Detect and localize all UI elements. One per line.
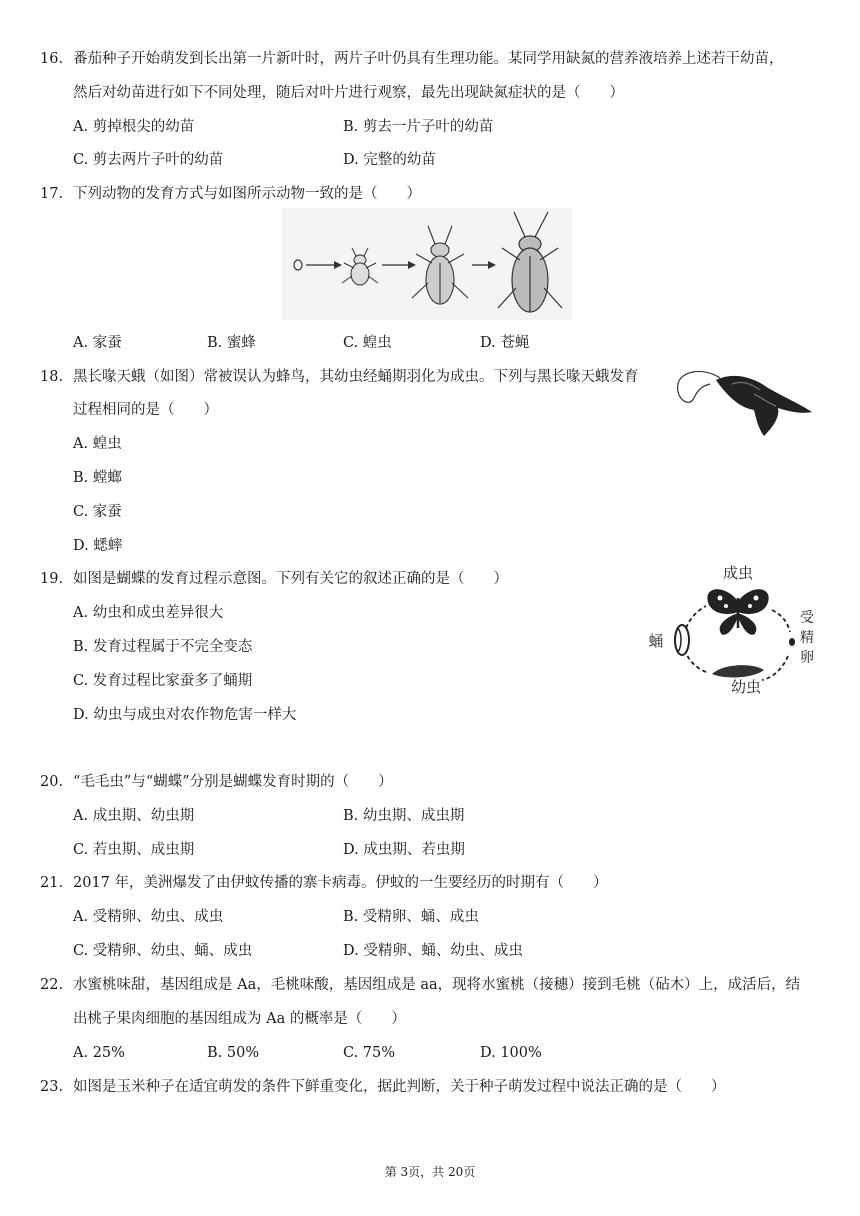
- option-d: D. 蟋蟀: [73, 538, 123, 554]
- option-b: B. 螳螂: [73, 470, 122, 486]
- pupa-icon: [675, 625, 689, 655]
- svg-text:受: 受: [800, 610, 814, 626]
- larva-icon: [712, 665, 764, 677]
- question-number: 16.: [40, 51, 64, 67]
- option-d: D. 成虫期、若虫期: [343, 842, 465, 858]
- question-number: 18.: [40, 369, 64, 385]
- option-a: A. 受精卵、幼虫、成虫: [73, 909, 224, 925]
- question-text: 如图是玉米种子在适宜萌发的条件下鲜重变化，据此判断，关于种子萌发过程中说法正确的是（ ）: [73, 1079, 726, 1095]
- question-text: 番茄种子开始萌发到长出第一片新叶时，两片子叶仍具有生理功能。某同学用缺氮的营养液培养上述若干幼苗，: [73, 51, 784, 67]
- hawk-moth-figure: [672, 358, 822, 440]
- page-footer: 第 3页，共 20页: [384, 1165, 476, 1179]
- svg-text:精: 精: [800, 630, 814, 646]
- option-b: B. 发育过程属于不完全变态: [73, 639, 253, 655]
- butterfly-lifecycle-figure: [642, 560, 822, 696]
- question-number: 19.: [40, 571, 64, 587]
- option-b: B. 剪去一片子叶的幼苗: [343, 119, 494, 135]
- question-number: 21.: [40, 875, 64, 891]
- option-a: A. 幼虫和成虫差异很大: [73, 605, 224, 621]
- question-number: 23.: [40, 1079, 64, 1095]
- question-text: 下列动物的发育方式与如图所示动物一致的是（ ）: [73, 186, 421, 202]
- label-larva: 幼虫: [730, 678, 762, 696]
- question-number: 20.: [40, 774, 64, 790]
- butterfly-icon: [708, 590, 768, 635]
- label-pupa: 蛹: [648, 632, 664, 650]
- question-number: 17.: [40, 186, 64, 202]
- insect-development-figure: [282, 208, 572, 320]
- option-b: B. 50%: [207, 1045, 260, 1061]
- option-d: D. 幼虫与成虫对农作物危害一样大: [73, 707, 297, 723]
- option-d: D. 100%: [480, 1045, 542, 1061]
- option-c: C. 剪去两片子叶的幼苗: [73, 152, 224, 168]
- question-text: 2017 年，美洲爆发了由伊蚊传播的寨卡病毒。伊蚊的一生要经历的时期有（ ）: [73, 875, 608, 891]
- option-c: C. 蝗虫: [343, 335, 392, 351]
- question-text: 如图是蝴蝶的发育过程示意图。下列有关它的叙述正确的是（ ）: [73, 571, 508, 587]
- option-a: A. 成虫期、幼虫期: [73, 808, 195, 824]
- option-c: C. 发育过程比家蚕多了蛹期: [73, 673, 253, 689]
- option-c: C. 家蚕: [73, 504, 122, 520]
- svg-text:卵: 卵: [800, 650, 814, 666]
- question-text: 黑长喙天蛾（如图）常被误认为蜂鸟，其幼虫经蛹期羽化为成虫。下列与黑长喙天蛾发育: [73, 369, 639, 385]
- option-a: A. 剪掉根尖的幼苗: [73, 119, 195, 135]
- question-text: 出桃子果肉细胞的基因组成为 Aa 的概率是（ ）: [73, 1011, 406, 1027]
- question-text: 过程相同的是（ ）: [73, 402, 218, 418]
- option-c: C. 75%: [343, 1045, 396, 1061]
- option-d: D. 苍蝇: [480, 335, 530, 351]
- option-b: B. 蜜蜂: [207, 335, 256, 351]
- question-number: 22.: [40, 977, 64, 993]
- option-a: A. 25%: [73, 1045, 125, 1061]
- option-d: D. 完整的幼苗: [343, 152, 436, 168]
- option-a: A. 家蚕: [73, 335, 122, 351]
- option-c: C. 若虫期、成虫期: [73, 842, 195, 858]
- question-text: 水蜜桃味甜，基因组成是 Aa，毛桃味酸，基因组成是 aa，现将水蜜桃（接穗）接到毛桃（砧木）上，成活后，结: [73, 977, 801, 993]
- question-text: 然后对幼苗进行如下不同处理，随后对叶片进行观察，最先出现缺氮症状的是（ ）: [73, 85, 624, 101]
- option-b: B. 受精卵、蛹、成虫: [343, 909, 479, 925]
- question-text: “毛毛虫”与“蝴蝶”分别是蝴蝶发育时期的（ ）: [73, 774, 393, 790]
- egg-icon: [789, 638, 795, 646]
- label-adult: 成虫: [722, 564, 754, 582]
- option-c: C. 受精卵、幼虫、蛹、成虫: [73, 943, 253, 959]
- option-b: B. 幼虫期、成虫期: [343, 808, 465, 824]
- option-a: A. 蝗虫: [73, 436, 122, 452]
- option-d: D. 受精卵、蛹、幼虫、成虫: [343, 943, 523, 959]
